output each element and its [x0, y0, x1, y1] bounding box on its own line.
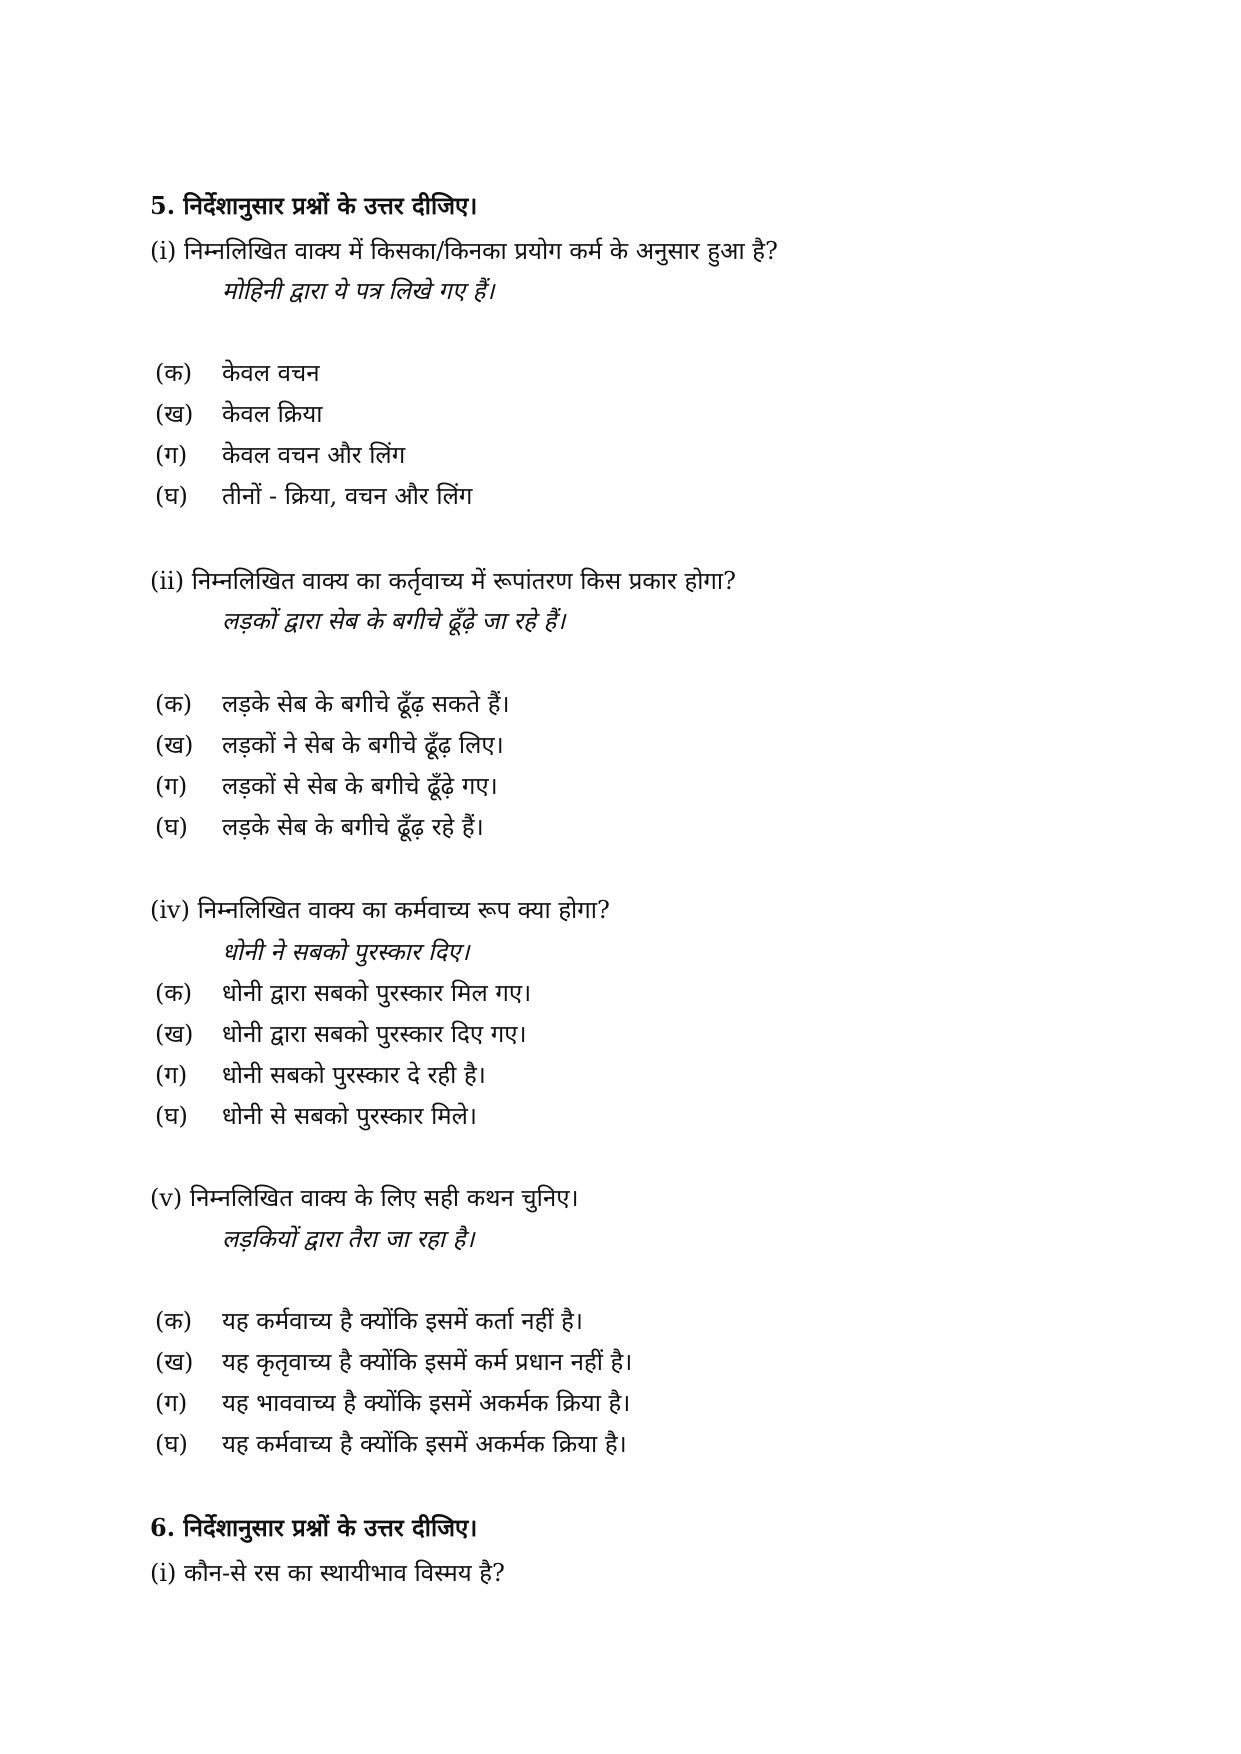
option-text: लड़के सेब के बगीचे ढूँढ़ सकते हैं।	[222, 690, 510, 718]
option-text: यह कृतृवाच्य है क्योंकि इसमें कर्म प्रधान नहीं है।	[222, 1348, 633, 1376]
question-5-ii: (ii) निम्नलिखित वाक्य का कर्तृवाच्य में रूपांतरण किस प्रकार होगा?	[150, 567, 737, 595]
option-label: (ग)	[155, 441, 188, 469]
option-text: लड़कों ने सेब के बगीचे ढूँढ़ लिए।	[222, 731, 504, 759]
question-5-v-example: लड़कियों द्वारा तैरा जा रहा है।	[222, 1225, 475, 1253]
option-label: (क)	[155, 690, 193, 718]
option-text: धोनी द्वारा सबको पुरस्कार मिल गए।	[222, 979, 532, 1007]
option-text: केवल वचन	[222, 359, 320, 387]
option-text: धोनी सबको पुरस्कार दे रही है।	[222, 1061, 486, 1089]
option-label: (घ)	[155, 813, 188, 841]
option-text: यह भाववाच्य है क्योंकि इसमें अकर्मक क्रिया है।	[222, 1389, 631, 1417]
option-label: (ग)	[155, 1061, 188, 1089]
option-text: धोनी से सबको पुरस्कार मिले।	[222, 1102, 478, 1130]
question-5-iv-example: धोनी ने सबको पुरस्कार दिए।	[222, 938, 470, 966]
option-label: (ख)	[155, 731, 194, 759]
option-label: (क)	[155, 359, 193, 387]
option-label: (घ)	[155, 482, 188, 510]
option-text: धोनी द्वारा सबको पुरस्कार दिए गए।	[222, 1020, 527, 1048]
section-6-heading: 6. निर्देशानुसार प्रश्नों के उत्तर दीजिए।	[150, 1513, 478, 1542]
option-text: यह कर्मवाच्य है क्योंकि इसमें कर्ता नहीं है।	[222, 1307, 584, 1335]
option-text: लड़के सेब के बगीचे ढूँढ़ रहे हैं।	[222, 813, 484, 841]
option-label: (ग)	[155, 1389, 188, 1417]
question-5-i-example: मोहिनी द्वारा ये पत्र लिखे गए हैं।	[222, 277, 495, 305]
question-5-ii-example: लड़कों द्वारा सेब के बगीचे ढूँढ़े जा रहे हैं।	[222, 607, 566, 635]
question-5-i: (i) निम्नलिखित वाक्य में किसका/किनका प्रयोग कर्म के अनुसार हुआ है?	[150, 237, 778, 265]
option-text: यह कर्मवाच्य है क्योंकि इसमें अकर्मक क्रिया है।	[222, 1430, 627, 1458]
option-label: (ख)	[155, 400, 194, 428]
question-5-v: (v) निम्नलिखित वाक्य के लिए सही कथन चुनिए।	[150, 1184, 579, 1212]
option-label: (ख)	[155, 1348, 194, 1376]
option-label: (ग)	[155, 772, 188, 800]
option-text: तीनों - क्रिया, वचन और लिंग	[222, 482, 473, 510]
option-text: लड़कों से सेब के बगीचे ढूँढ़े गए।	[222, 772, 498, 800]
option-label: (क)	[155, 1307, 193, 1335]
option-label: (ख)	[155, 1020, 194, 1048]
option-text: केवल वचन और लिंग	[222, 441, 406, 469]
option-label: (घ)	[155, 1430, 188, 1458]
option-text: केवल क्रिया	[222, 400, 323, 428]
question-6-i: (i) कौन-से रस का स्थायीभाव विस्मय है?	[150, 1559, 505, 1587]
section-5-heading: 5. निर्देशानुसार प्रश्नों के उत्तर दीजिए।	[150, 191, 478, 220]
option-label: (घ)	[155, 1102, 188, 1130]
question-5-iv: (iv) निम्नलिखित वाक्य का कर्मवाच्य रूप क्या होगा?	[150, 896, 610, 924]
option-label: (क)	[155, 979, 193, 1007]
